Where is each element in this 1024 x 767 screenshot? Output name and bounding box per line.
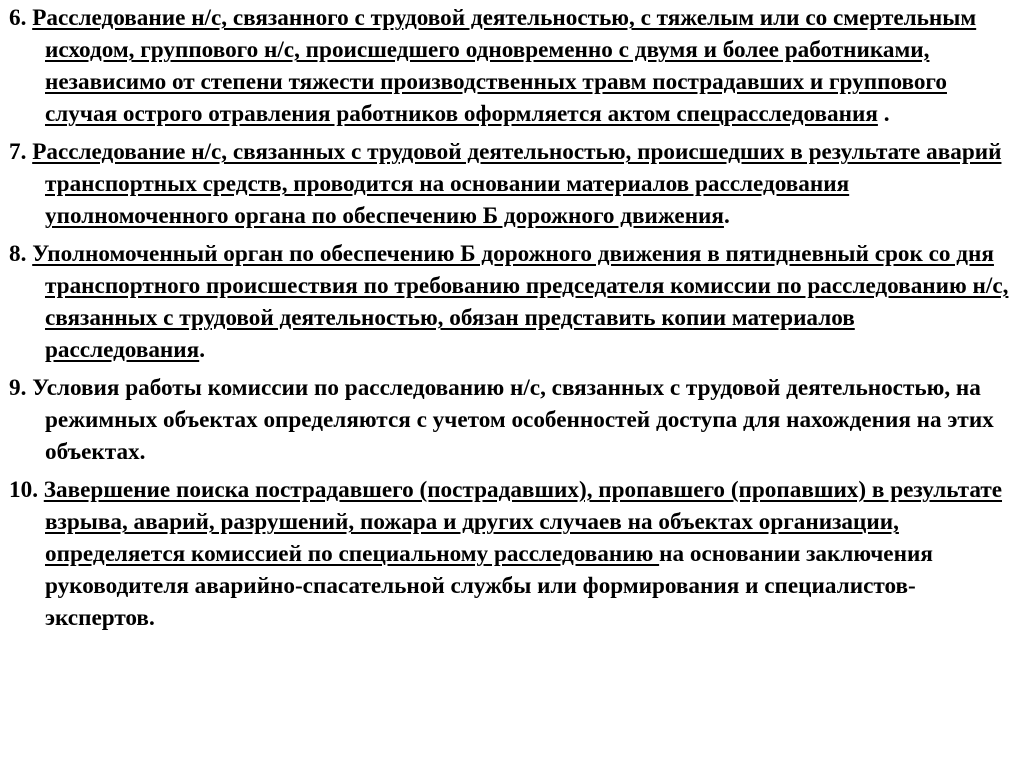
item-text: . [199, 337, 205, 363]
list-item [9, 2, 1016, 130]
item-underlined-text: Уполномоченный орган по обеспечению Б дорожного движения в пятидневный срок со дня транспортного происшествия по требованию председателя комиссии по расследованию н/с, связанных с трудовой деятельностью, обязан представить копии материалов расследования [32, 241, 1009, 363]
item-underlined-text: Расследование н/с, связанных с трудовой деятельностью, происшедших в результате аварий транспортных средств, проводится на основании материалов расследования уполномоченного органа по обеспечению Б дорожного движения [32, 139, 1002, 229]
item-number: 10. [9, 477, 38, 503]
item-text: . [877, 101, 890, 127]
item-number: 9. [9, 375, 27, 401]
item-number: 7. [9, 139, 27, 165]
list-item [9, 372, 1016, 468]
item-text: Условия работы комиссии по расследованию н/с, связанных с трудовой деятельностью, на режимных объектах определяются с учетом особенностей доступа для нахождения на этих объектах. [32, 375, 994, 465]
list-item [9, 238, 1016, 366]
item-number: 8. [9, 241, 27, 267]
item-text: на основании заключения руководителя аварийно-спасательной службы или формирования и специалистов-экспертов. [45, 541, 933, 631]
list-item [9, 136, 1016, 232]
item-underlined-text: Расследование н/с, связанного с трудовой деятельностью, с тяжелым или со смертельным исходом, группового н/с, происшедшего одновременно с двумя и более работниками, независимо от степени тяжести производственных травм пострадавших и группового случая острого отравления работников оформляется актом спецрасследования [32, 5, 977, 127]
item-underlined-text: Завершение поиска пострадавшего (пострадавших), пропавшего (пропавших) в результате взрыва, аварий, разрушений, пожара и других случаев на объектах организации, определяется комиссией по специальному расследованию [43, 477, 1003, 567]
item-text: . [723, 203, 730, 229]
item-number: 6. [9, 5, 27, 31]
list-item [9, 474, 1016, 634]
